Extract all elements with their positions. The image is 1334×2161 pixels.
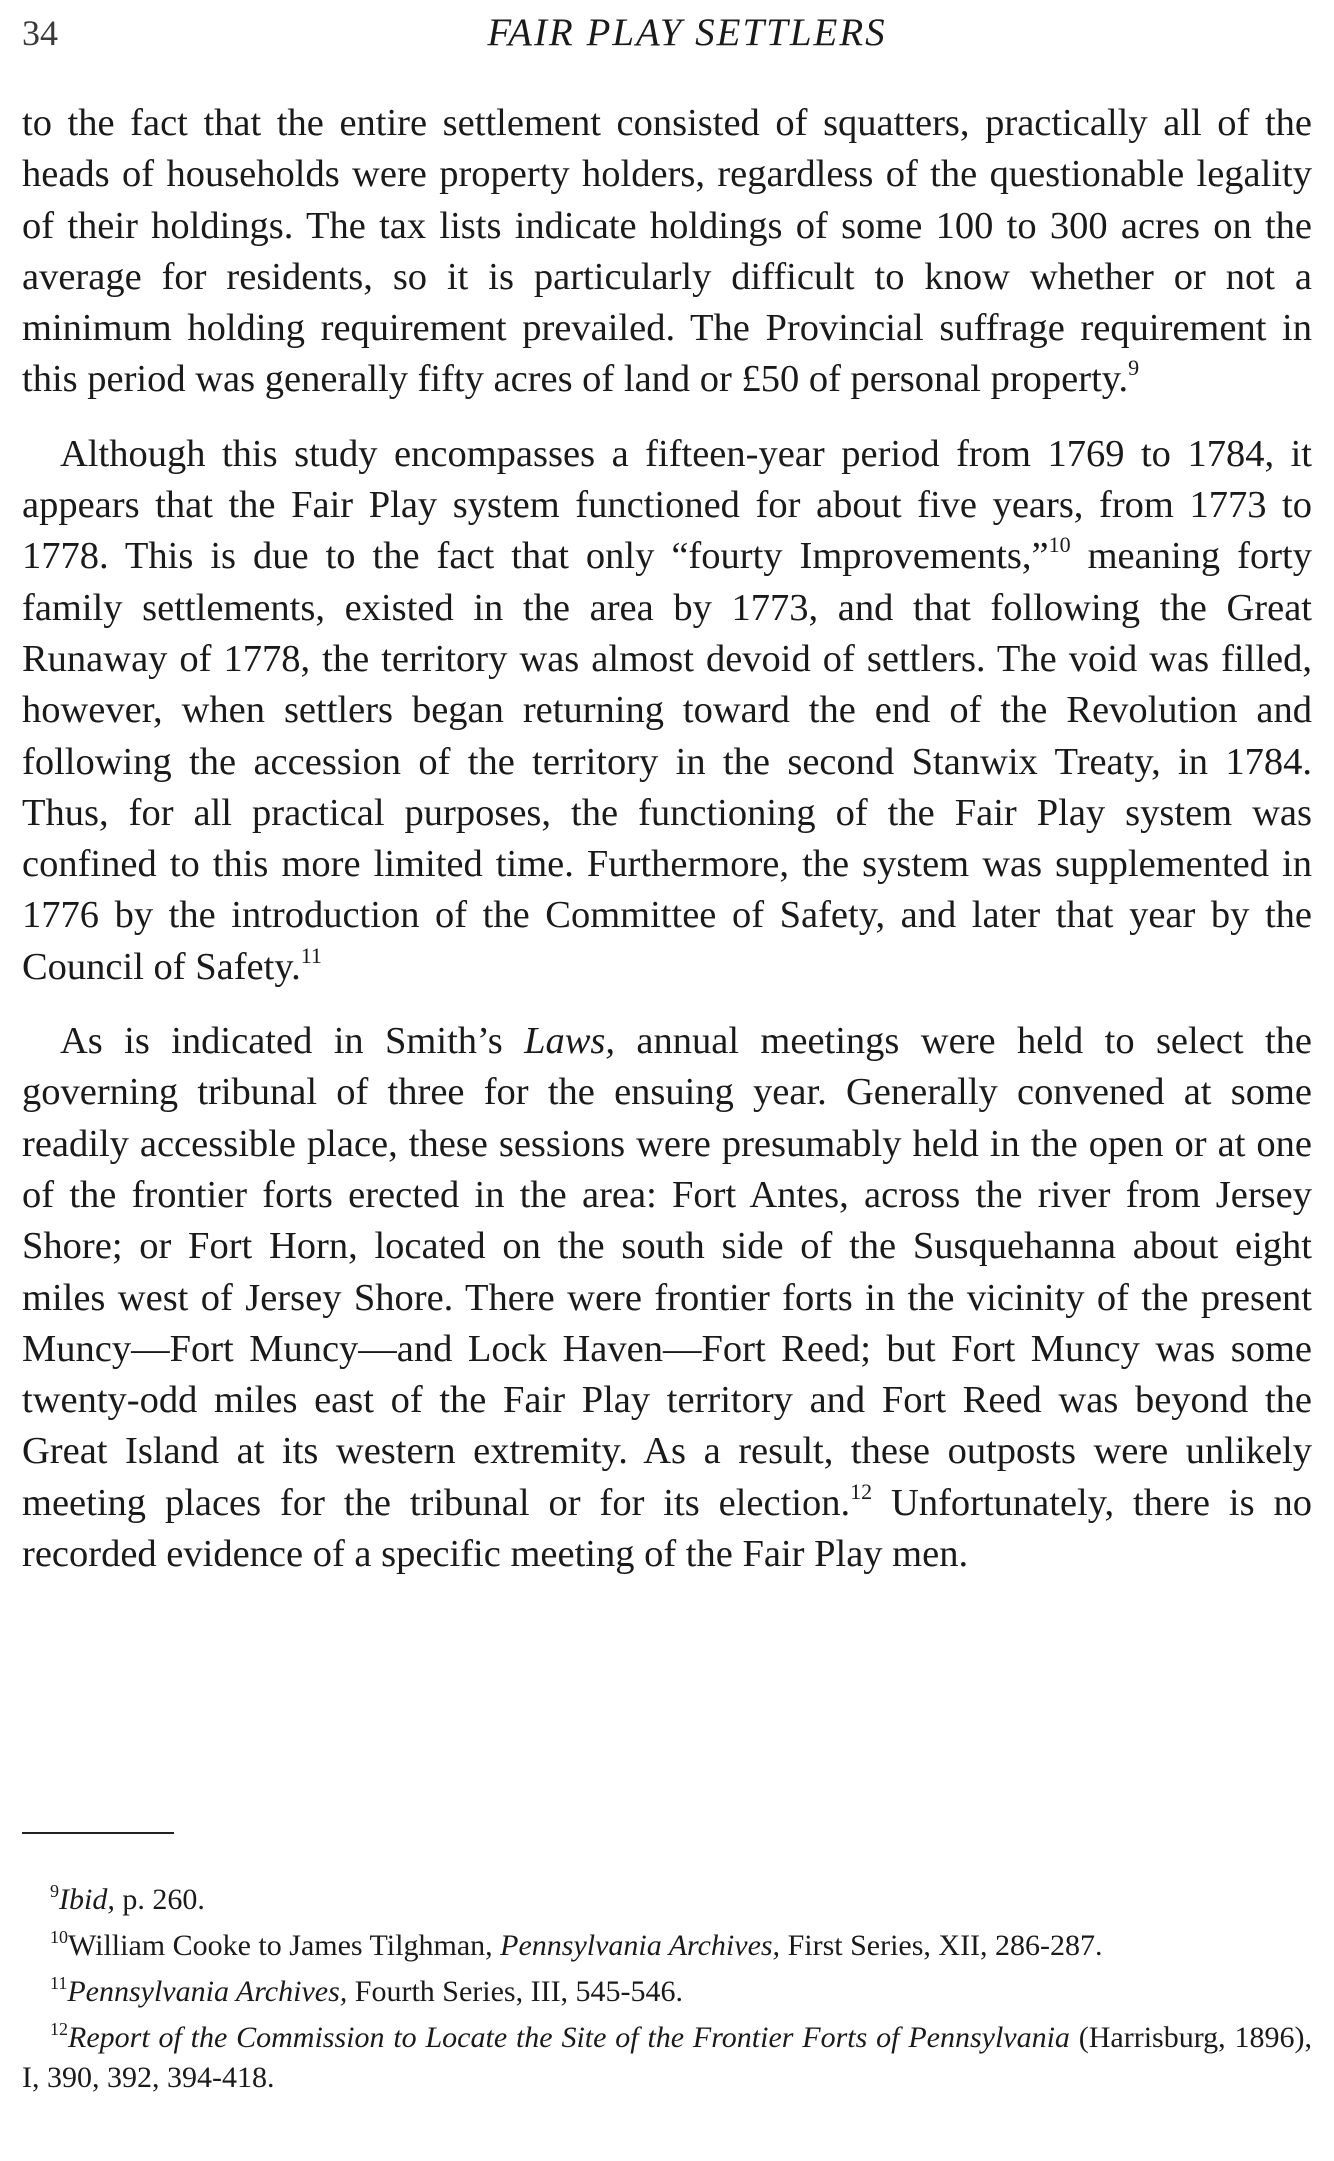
- footnote-12-number: 12: [50, 2019, 68, 2039]
- footnote-divider: [22, 1832, 174, 1834]
- footnote-11-number: 11: [50, 1973, 68, 1993]
- paragraph-1-text: to the fact that the entire settlement consisted of squatters, practically all of the heads of households were property holders, regardless of the questionable legality of their holdings. The tax lists indicate holdings of some 100 to 300 acres on the average for residents, so it is particularly difficult to know whether or not a minimum holding requirement prevailed. The Provincial suffrage requirement in this period was generally fifty acres of land or £50 of personal property.: [22, 102, 1312, 401]
- footnote-11-title: Pennsylvania Archives,: [67, 1975, 348, 2008]
- paragraph-3-text-b: annual meetings were held to select the governing tribunal of three for the ensuing year. Generally convened at some readily accessible place, these sessions were presumably held in the open or at one of the frontier forts erected in the area: Fort Antes, across the river from Jersey Shore; or Fort Horn, located on the south side of the Susquehanna about eight miles west of Jersey Shore. There were frontier forts in the vicinity of the present Muncy—Fort Muncy—and Lock Haven—Fort Reed; but Fort Muncy was some twenty-odd miles east of the Fair Play territory and Fort Reed was beyond the Great Island at its western extremity. As a result, these outposts were unlikely meeting places for the tribunal or for its election.: [22, 1020, 1312, 1524]
- paragraph-2-text-b: meaning forty family settlements, existed in the area by 1773, and that following the Great Runaway of 1778, the territory was almost devoid of settlers. The void was filled, however, when settlers began returning toward the end of the Revolution and following the accession of the territory in the second Stanwix Treaty, in 1784. Thus, for all practical purposes, the functioning of the Fair Play system was confined to this more limited time. Furthermore, the system was supplemented in 1776 by the introduction of the Committee of Safety, and later that year by the Council of Safety.: [22, 535, 1312, 988]
- footnote-9: [22, 1880, 1312, 1920]
- footnotes: [22, 1880, 1312, 2104]
- footnote-10: [22, 1926, 1312, 1966]
- footnote-9-text: p. 260.: [114, 1883, 205, 1916]
- footnote-10-title: Pennsylvania Archives,: [500, 1929, 781, 1962]
- paragraph-3: [22, 1016, 1312, 1580]
- footnote-11: [22, 1972, 1312, 2012]
- footnote-9-number: 9: [50, 1881, 59, 1901]
- paragraph-3-text-c: Unfortunately, there is no recorded evidence of a specific meeting of the Fair Play men.: [22, 1481, 1312, 1576]
- body-text: [22, 98, 1312, 1580]
- footnote-ref-10: 10: [1048, 532, 1071, 558]
- page-number: 34: [22, 13, 58, 53]
- paragraph-2: [22, 429, 1312, 993]
- footnote-12: [22, 2018, 1312, 2098]
- footnote-10-number: 10: [50, 1927, 68, 1947]
- footnote-11-text: Fourth Series, III, 545-546.: [347, 1975, 684, 2008]
- footnote-ref-9: 9: [1128, 355, 1140, 381]
- footnote-10-pre: William Cooke to James Tilghman,: [68, 1929, 501, 1962]
- footnote-12-title: Report of the Commission to Locate the Site of the Frontier Forts of Pennsylvania: [68, 2021, 1070, 2054]
- footnote-12-text: (Harrisburg, 1896), I, 390, 392, 394-418.: [22, 2021, 1313, 2094]
- laws-title: Laws,: [524, 1020, 616, 1063]
- paragraph-2-text-a: Although this study encompasses a fifteen-year period from 1769 to 1784, it appears that the Fair Play system functioned for about five years, from 1773 to 1778. This is due to the fact that only “fourty Improvements,”: [22, 432, 1312, 578]
- running-head: [22, 8, 1312, 58]
- paragraph-1: [22, 98, 1312, 406]
- footnote-ref-11: 11: [300, 942, 322, 968]
- footnote-10-text: First Series, XII, 286-287.: [780, 1929, 1103, 1962]
- running-title: FAIR PLAY SETTLERS: [487, 11, 887, 54]
- footnote-ref-12: 12: [850, 1478, 873, 1504]
- footnote-9-ibid: Ibid,: [59, 1883, 115, 1916]
- paragraph-3-text-a: As is indicated in Smith’s: [60, 1020, 525, 1063]
